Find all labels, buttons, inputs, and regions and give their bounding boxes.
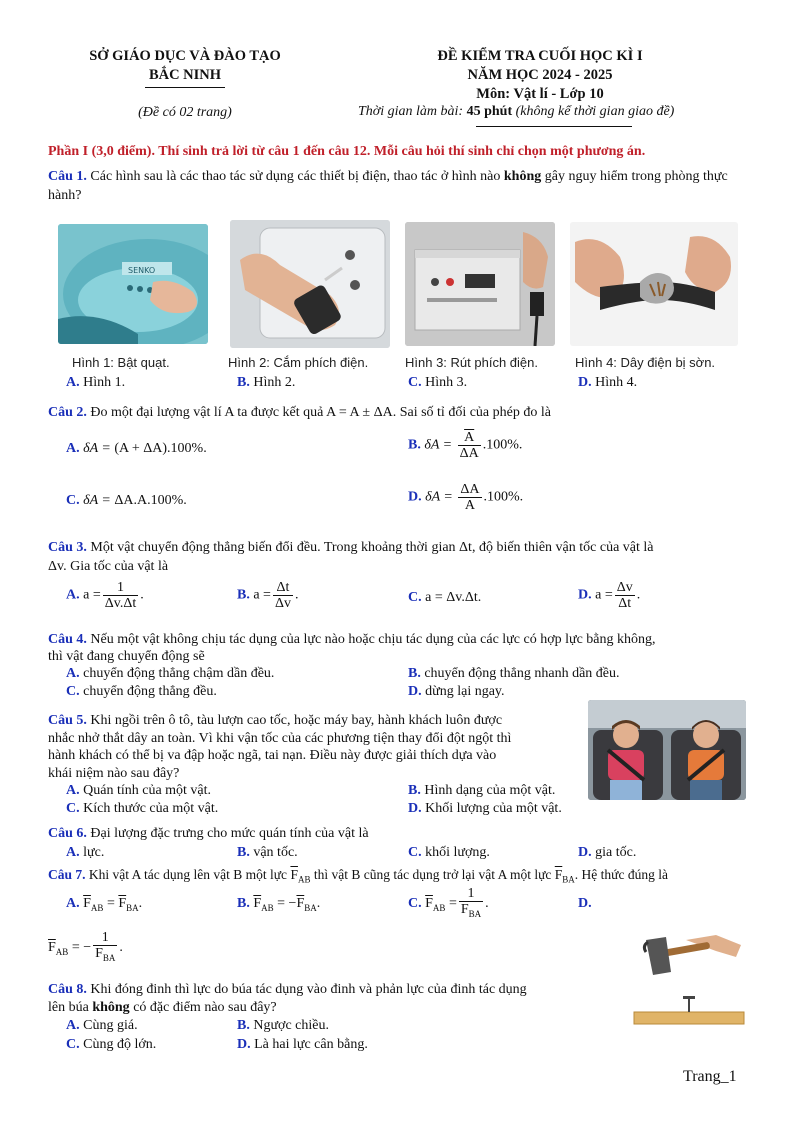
q2-option-a[interactable] bbox=[66, 441, 207, 457]
q7-force-ba-sub: BA bbox=[562, 874, 575, 885]
option-letter: A. bbox=[66, 587, 80, 603]
q6-option-c[interactable] bbox=[408, 845, 490, 861]
q1-option-b[interactable] bbox=[237, 375, 295, 391]
fraction-denominator: ΔA bbox=[459, 446, 479, 461]
option-letter: D. bbox=[578, 587, 592, 603]
q6-label: Câu 6. bbox=[48, 826, 87, 841]
q5-option-d[interactable] bbox=[408, 801, 562, 817]
option-letter: D. bbox=[408, 489, 422, 505]
car-seatbelt-kids-image bbox=[588, 700, 746, 800]
option-text: Hình 3. bbox=[421, 375, 468, 390]
q2-option-b[interactable] bbox=[408, 430, 522, 461]
q3-option-a[interactable] bbox=[66, 580, 144, 611]
q8-text-b-bold: không bbox=[92, 1000, 130, 1015]
fraction-denominator: Δv bbox=[274, 596, 291, 611]
q1-text bbox=[48, 167, 748, 205]
option-lhs: a = bbox=[253, 587, 271, 603]
figure-fan-image bbox=[58, 224, 208, 344]
option-lhs: a = bbox=[83, 587, 101, 603]
figure-caption-2: Hình 2: Cắm phích điện. bbox=[228, 355, 369, 370]
time-suffix: (không kể thời gian giao đề) bbox=[512, 104, 675, 119]
q3-option-d[interactable] bbox=[578, 580, 640, 611]
fraction-denominator: $\overline{F}$ bbox=[460, 902, 469, 917]
q3-a-fraction bbox=[103, 580, 139, 611]
q3-text bbox=[48, 538, 753, 576]
figure-frayed-wire-image bbox=[570, 222, 738, 346]
q8-option-d[interactable] bbox=[237, 1037, 368, 1053]
q5-option-c[interactable] bbox=[66, 801, 218, 817]
option-tail: . bbox=[485, 896, 489, 912]
option-letter: C. bbox=[66, 684, 80, 699]
header-right-line3: Môn: Vật lí - Lớp 10 bbox=[476, 86, 604, 102]
figure-unplug-image bbox=[405, 222, 555, 346]
header-right-line2: NĂM HỌC 2024 - 2025 bbox=[467, 67, 613, 83]
fraction-denominator: Δt bbox=[618, 596, 632, 611]
option-letter: A. bbox=[66, 845, 80, 860]
header-right-line1: ĐỀ KIỂM TRA CUỐI HỌC KÌ I bbox=[437, 48, 643, 64]
option-letter: A. bbox=[66, 1018, 80, 1033]
option-letter: D. bbox=[578, 845, 592, 860]
q8-text bbox=[48, 981, 628, 1017]
option-text: Cùng độ lớn. bbox=[79, 1037, 157, 1052]
q3-d-fraction bbox=[615, 580, 635, 611]
q8-text-b-pre: lên búa bbox=[48, 1000, 93, 1015]
q7-d-fraction bbox=[93, 930, 117, 966]
q7-option-a[interactable] bbox=[66, 896, 142, 913]
fraction-denominator-sub: BA bbox=[468, 908, 482, 919]
option-lhs: δA = bbox=[424, 437, 456, 453]
q8-option-b[interactable] bbox=[237, 1018, 329, 1034]
q6-text bbox=[48, 826, 369, 842]
option-letter: B. bbox=[237, 375, 250, 390]
option-tail: . bbox=[636, 587, 641, 603]
q8-option-a[interactable] bbox=[66, 1018, 138, 1034]
fraction-numerator: Δt bbox=[273, 580, 293, 596]
option-letter: A. bbox=[66, 666, 80, 681]
option-text: gia tốc. bbox=[591, 845, 637, 860]
option-text: chuyển động thẳng đều. bbox=[79, 684, 217, 699]
page-number: Trang_1 bbox=[683, 1068, 737, 1085]
q7-force-ba: $\overline{F}$ bbox=[554, 867, 563, 882]
option-tail: .100%. bbox=[482, 437, 523, 453]
q8-text-a: Khi đóng đinh thì lực do búa tác dụng vào đinh và phản lực của đinh tác dụng bbox=[86, 982, 527, 997]
option-tail: . bbox=[294, 587, 299, 603]
option-letter: B. bbox=[408, 783, 421, 798]
option-text: vận tốc. bbox=[249, 845, 298, 860]
option-letter: B. bbox=[237, 1018, 250, 1033]
option-text: Kích thước của một vật. bbox=[79, 801, 219, 816]
q7-option-c[interactable] bbox=[408, 886, 489, 922]
option-lhs-sub: AB bbox=[432, 902, 446, 913]
q8-option-c[interactable] bbox=[66, 1037, 156, 1053]
hammer-nail-image bbox=[626, 930, 746, 1030]
q2-formula: A = A ± ΔA. bbox=[326, 405, 397, 420]
q5-line-4: khái niệm nào sau đây? bbox=[48, 765, 180, 781]
q1-text-b: gây nguy hiểm trong phòng thực hành? bbox=[48, 169, 728, 203]
q4-option-c[interactable] bbox=[66, 684, 217, 700]
option-letter: C. bbox=[408, 375, 422, 390]
fraction-numerator: ΔA bbox=[460, 482, 480, 497]
option-letter: B. bbox=[408, 437, 421, 453]
q7-force-ab: $\overline{F}$ bbox=[290, 867, 298, 882]
header-left-line2: BẮC NINH bbox=[148, 67, 222, 83]
header-left-line1: SỞ GIÁO DỤC VÀ ĐÀO TẠO bbox=[89, 48, 281, 64]
option-letter: B. bbox=[237, 845, 250, 860]
option-text: Hình dạng của một vật. bbox=[420, 783, 556, 798]
option-text: $\overline{F}_{AB} = -\overline{F}_{BA}$. bbox=[253, 896, 321, 913]
fraction-numerator: 1 bbox=[459, 886, 483, 902]
q3-text-line2: Δv. Gia tốc của vật là bbox=[48, 559, 169, 574]
q2-option-d[interactable] bbox=[408, 482, 523, 513]
option-tail: . bbox=[140, 587, 144, 603]
option-letter: C. bbox=[66, 1037, 80, 1052]
option-letter: C. bbox=[408, 845, 422, 860]
option-text: a = Δv.Δt. bbox=[425, 590, 482, 605]
part1-title: Phần I (3,0 điểm). Thí sinh trả lời từ câu 1 đến câu 12. Mỗi câu hỏi thí sinh chỉ chọn một phương án. bbox=[48, 144, 646, 159]
fraction-numerator: $\overline{A}$ bbox=[458, 430, 481, 446]
option-text: khối lượng. bbox=[421, 845, 490, 860]
option-text: Khối lượng của một vật. bbox=[421, 801, 562, 816]
option-text: Hình 2. bbox=[249, 375, 296, 390]
q7-option-b[interactable] bbox=[237, 896, 320, 913]
header-time bbox=[358, 104, 674, 120]
figure-caption-3: Hình 3: Rút phích điện. bbox=[405, 355, 538, 370]
option-letter: A. bbox=[66, 441, 80, 456]
option-letter: B. bbox=[237, 587, 250, 603]
option-tail: .100%. bbox=[483, 489, 524, 505]
q4-text-line2: thì vật đang chuyển động sẽ bbox=[48, 649, 205, 664]
option-lhs: $\overline{F}$ bbox=[425, 896, 433, 912]
q1-text-bold: không bbox=[503, 169, 542, 184]
option-letter: D. bbox=[578, 896, 592, 911]
q7-text-b: thì vật B cũng tác dụng trở lại vật A một lực bbox=[310, 867, 555, 882]
option-letter: D. bbox=[408, 801, 422, 816]
option-text: Quán tính của một vật. bbox=[79, 783, 212, 798]
option-text: Hình 1. bbox=[79, 375, 126, 390]
fraction-denominator-sub: BA bbox=[102, 952, 116, 963]
q3-b-fraction bbox=[273, 580, 293, 611]
figure-plug-in-image bbox=[230, 220, 390, 348]
option-letter: C. bbox=[66, 801, 80, 816]
q5-option-a[interactable] bbox=[66, 783, 211, 799]
q3-label: Câu 3. bbox=[48, 540, 87, 555]
q4-text bbox=[48, 631, 758, 665]
option-lhs: δA = bbox=[425, 489, 457, 505]
option-letter: B. bbox=[408, 666, 421, 681]
q6-text-main: Đại lượng đặc trưng cho mức quán tính của vật là bbox=[86, 826, 369, 841]
fraction-denominator: Δv.Δt bbox=[104, 596, 137, 611]
option-text: dừng lại ngay. bbox=[421, 684, 505, 699]
q8-label: Câu 8. bbox=[48, 982, 87, 997]
q7-c-fraction bbox=[459, 886, 483, 922]
option-text: chuyển động thẳng nhanh dần đều. bbox=[420, 666, 620, 681]
option-letter: A. bbox=[66, 375, 80, 390]
option-lhs: $\overline{F}$ bbox=[48, 940, 56, 956]
q7-label: Câu 7. bbox=[48, 867, 86, 882]
option-letter: C. bbox=[408, 896, 422, 912]
header-left-underline bbox=[145, 87, 225, 88]
q5-label: Câu 5. bbox=[48, 713, 87, 728]
q1-label: Câu 1. bbox=[48, 169, 87, 184]
q1-text-a: Các hình sau là các thao tác sử dụng các thiết bị điện, thao tác ở hình nào bbox=[86, 169, 504, 184]
q2-text-main: Đo một đại lượng vật lí A ta được kết quả bbox=[86, 405, 327, 420]
time-value: 45 phút bbox=[466, 104, 513, 119]
q1-option-c[interactable] bbox=[408, 375, 467, 391]
q2-d-fraction bbox=[458, 482, 481, 513]
figure-caption-4: Hình 4: Dây điện bị sờn. bbox=[575, 355, 716, 370]
q3-option-c[interactable] bbox=[408, 590, 481, 606]
q6-option-d[interactable] bbox=[578, 845, 636, 861]
q5-option-b[interactable] bbox=[408, 783, 555, 799]
q7-force-ab-sub: AB bbox=[297, 874, 311, 885]
option-text: lực. bbox=[79, 845, 105, 860]
option-letter: C. bbox=[408, 590, 422, 605]
figure-caption-1: Hình 1: Bật quạt. bbox=[72, 355, 170, 370]
option-text: $\overline{F}_{AB} = \overline{F}_{BA}$. bbox=[83, 896, 143, 913]
fan-brand-label: SENKO bbox=[128, 266, 156, 275]
fraction-denominator: $\overline{F}$ bbox=[95, 946, 103, 961]
q6-option-a[interactable] bbox=[66, 845, 104, 861]
option-text: Ngược chiều. bbox=[249, 1018, 329, 1033]
q2-text-end: Sai số tỉ đối của phép đo là bbox=[396, 405, 551, 420]
option-letter: D. bbox=[237, 1037, 251, 1052]
q7-option-d[interactable] bbox=[578, 896, 592, 912]
header-right-underline bbox=[476, 126, 632, 127]
q7-text-c: . Hệ thức đúng là bbox=[574, 867, 668, 882]
q4-text-line1: Nếu một vật không chịu tác dụng của lực nào hoặc chịu tác dụng của các lực có hợp lực bằng không, bbox=[86, 632, 656, 647]
q3-text-line1: Một vật chuyển động thẳng biến đổi đều. Trong khoảng thời gian Δt, độ biến thiên vận tốc của vật là bbox=[86, 540, 654, 555]
time-prefix: Thời gian làm bài: bbox=[358, 104, 467, 119]
option-rhs: (A + ΔA).100%. bbox=[114, 441, 207, 456]
option-eq: = − bbox=[68, 940, 92, 956]
option-lhs-sub: AB bbox=[55, 946, 69, 957]
fraction-numerator: Δv bbox=[616, 580, 633, 595]
q7-text bbox=[48, 867, 668, 885]
q2-b-fraction bbox=[458, 430, 481, 461]
q4-label: Câu 4. bbox=[48, 632, 87, 647]
q4-option-a[interactable] bbox=[66, 666, 274, 682]
option-lhs: δA = bbox=[83, 493, 115, 508]
q7-text-a: Khi vật A tác dụng lên vật B một lực bbox=[85, 867, 291, 882]
option-tail: . bbox=[119, 940, 123, 956]
q6-option-b[interactable] bbox=[237, 845, 298, 861]
option-letter: A. bbox=[66, 783, 80, 798]
q3-option-b[interactable] bbox=[237, 580, 298, 611]
q5-line-2: nhắc nhở thắt dây an toàn. Vì khi vận tốc của các phương tiện thay đổi đột ngột thì bbox=[48, 730, 512, 746]
option-letter: B. bbox=[237, 896, 250, 911]
option-letter: C. bbox=[66, 493, 80, 508]
option-text: Hình 4. bbox=[591, 375, 638, 390]
option-eq: = bbox=[445, 896, 457, 912]
q4-option-b[interactable] bbox=[408, 666, 620, 682]
q5-line-3: hành khách có thể bị va đập hoặc ngã, tai nạn. Điều này được giải thích dựa vào bbox=[48, 748, 497, 763]
option-text: Là hai lực cân bằng. bbox=[250, 1037, 368, 1052]
q2-text bbox=[48, 405, 551, 421]
option-text: chuyển động thẳng chậm dần đều. bbox=[79, 666, 275, 681]
q2-option-c[interactable] bbox=[66, 493, 187, 509]
option-letter: D. bbox=[408, 684, 422, 699]
option-letter: A. bbox=[66, 896, 80, 911]
q1-option-a[interactable] bbox=[66, 375, 125, 391]
q1-option-d[interactable] bbox=[578, 375, 637, 391]
fraction-denominator: A bbox=[464, 498, 476, 513]
header-left-note: (Đề có 02 trang) bbox=[138, 105, 232, 120]
q5-text bbox=[48, 712, 588, 782]
option-lhs: a = bbox=[595, 587, 613, 603]
fraction-numerator: 1 bbox=[103, 580, 139, 596]
q2-label: Câu 2. bbox=[48, 405, 87, 420]
q8-text-b-post: có đặc điểm nào sau đây? bbox=[129, 1000, 277, 1015]
option-text: Cùng giá. bbox=[79, 1018, 138, 1033]
option-rhs: ΔA.A.100%. bbox=[114, 493, 187, 508]
option-letter: D. bbox=[578, 375, 592, 390]
fraction-numerator: 1 bbox=[93, 930, 117, 946]
q4-option-d[interactable] bbox=[408, 684, 505, 700]
q5-line-1: Khi ngồi trên ô tô, tàu lượn cao tốc, hoặc máy bay, hành khách luôn được bbox=[86, 713, 503, 728]
option-lhs: δA = bbox=[83, 441, 115, 456]
q7-option-d-body[interactable] bbox=[48, 930, 123, 966]
